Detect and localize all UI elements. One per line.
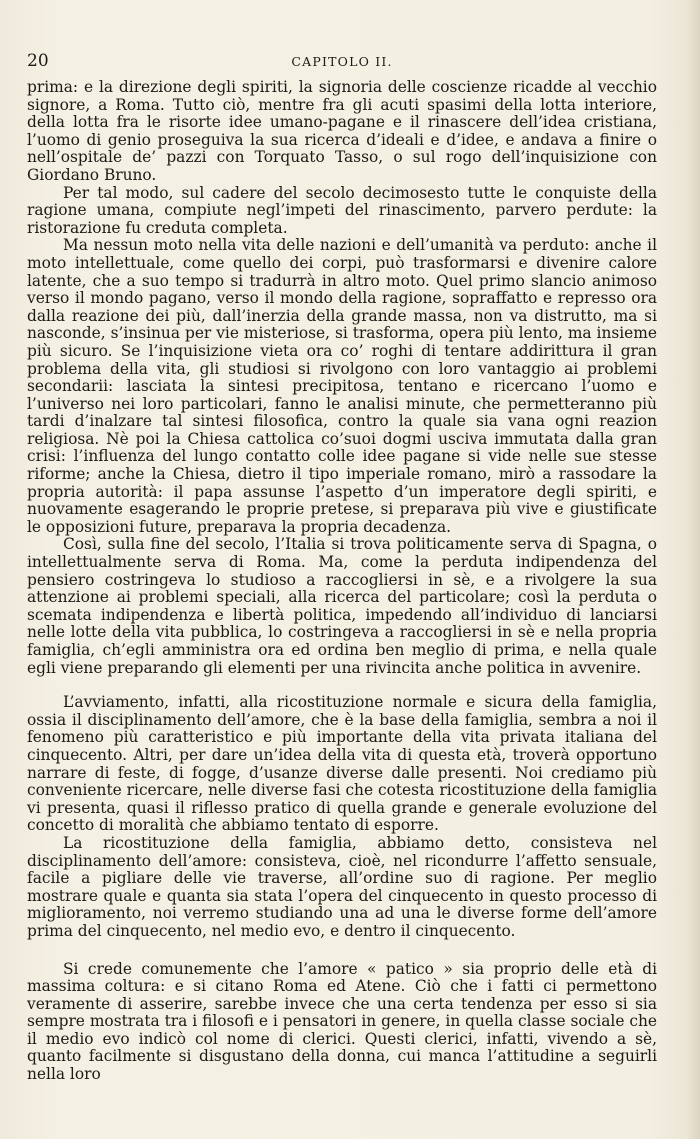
- paragraph-continuation: prima: e la direzione degli spiriti, la signoria delle coscienze ricadde al vecchio signore, a Roma. Tutto ciò, mentre fra gli acuti spasimi della lotta interiore, della lotta fra le risorte idee umano-pagane e il rinascere dell’idea cristiana, l’uomo di genio proseguiva la sua ricerca d’ideali e d’idee, e andava a finire o nell’ospitale de’ pazzi con Torquato Tasso, o sul rogo dell’inquisizione con Giordano Bruno.: [27, 78, 657, 184]
- running-head: CAPITOLO II.: [291, 54, 393, 69]
- page-header: [27, 50, 657, 74]
- paragraph: L’avviamento, infatti, alla ricostituzione normale e sicura della famiglia, ossia il disciplinamento dell’amore, che è la base della famiglia, sembra a noi il fenomeno più caratteristico e più importante della vita privata italiana del cinquecento. Altri, per dare un’idea della vita di questa età, troverà opportuno narrare di feste, di fogge, d’usanze diverse dalle presenti. Noi crediamo più conveniente ricercare, nelle diverse fasi che cotesta ricostituzione della famiglia vi presenta, quasi il riflesso pratico di quella grande e generale evoluzione del concetto di moralità che abbiamo tentato di esporre.: [27, 693, 657, 835]
- paragraph: Ma nessun moto nella vita delle nazioni e dell’umanità va perduto: anche il moto intellettuale, come quello dei corpi, può trasformarsi e divenire calore latente, che a suo tempo si tradurrà in altro moto. Quel primo slancio animoso verso il mondo pagano, verso il mondo della ragione, sopraffatto e represso ora dalla reazione dei più, dall’inerzia della grande massa, non va distrutto, ma si nasconde, s’insinua per vie misteriose, si trasforma, opera più lento, ma insieme più sicuro. Se l’inquisizione vieta ora co’ roghi di tentare addirittura il gran problema della vita, gli studiosi si rivolgono con loro vantaggio ai problemi secondarii: lasciata la sintesi precipitosa, tentano e ricercano l’uomo e l’universo nei loro particolari, fanno le analisi minute, che permetteranno più tardi d’inalzare tal sintesi filosofica, contro la quale sia vana ogni reazion religiosa. Nè poi la Chiesa cattolica co’suoi dogmi usciva immutata dalla gran crisi: l’influenza del lungo contatto colle idee pagane si vide nelle sue stesse riforme; anche la Chiesa, dietro il tipo imperiale romano, mirò a rassodare la propria autorità: il papa assunse l’aspetto d’un imperatore degli spiriti, e nuovamente esagerando le proprie pretese, si preparava più vive e giustificate le opposizioni future, preparava la propria decadenza.: [27, 236, 657, 536]
- paragraph: Così, sulla fine del secolo, l’Italia si trova politicamente serva di Spagna, o intellettualmente serva di Roma. Ma, come la perduta indipendenza del pensiero costringeva lo studioso a raccogliersi in sè, e a rivolgere la sua attenzione ai problemi speciali, alla ricerca del particolare; così la perduta o scemata indipendenza e libertà politica, impedendo all’individuo di lanciarsi nelle lotte della vita pubblica, lo costringeva a raccogliersi in sè e nella propria famiglia, ch’egli amministra ora ed ordina ben meglio di prima, e nella quale egli viene preparando gli elementi per una rivincita anche politica in avvenire.: [27, 535, 657, 677]
- body-text: [27, 79, 657, 1084]
- page-gutter-shadow: [686, 0, 700, 1139]
- paragraph: La ricostituzione della famiglia, abbiamo detto, consisteva nel disciplinamento dell’amore: consisteva, cioè, nel ricondurre l’affetto sensuale, facile a pigliare delle vie traverse, all’ordine suo di ragione. Per meglio mostrare quale e quanta sia stata l’opera del cinquecento in questo processo di miglioramento, noi verremo studiando una ad una le diverse forme dell’amore prima del cinquecento, nel medio evo, e dentro il cinquecento.: [27, 833, 657, 940]
- page-number: 20: [27, 51, 49, 71]
- paragraph: Si crede comunemente che l’amore « patico » sia proprio delle età di massima coltura: e si citano Roma ed Atene. Ciò che i fatti ci permettono veramente di asserire, sarebbe invece che una certa tendenza per esso si sia sempre mostrata tra i filosofi e i pensatori in genere, in quella classe sociale che il medio evo indicò col nome di clerici. Questi clerici, infatti, vivendo a sè, quanto facilmente si disgustano della donna, cui manca l’attitudine a seguirli nella loro: [27, 959, 657, 1084]
- paragraph: Per tal modo, sul cadere del secolo decimosesto tutte le conquiste della ragione umana, compiute negl’impeti del rinascimento, parvero perdute: la ristorazione fu creduta completa.: [27, 183, 657, 237]
